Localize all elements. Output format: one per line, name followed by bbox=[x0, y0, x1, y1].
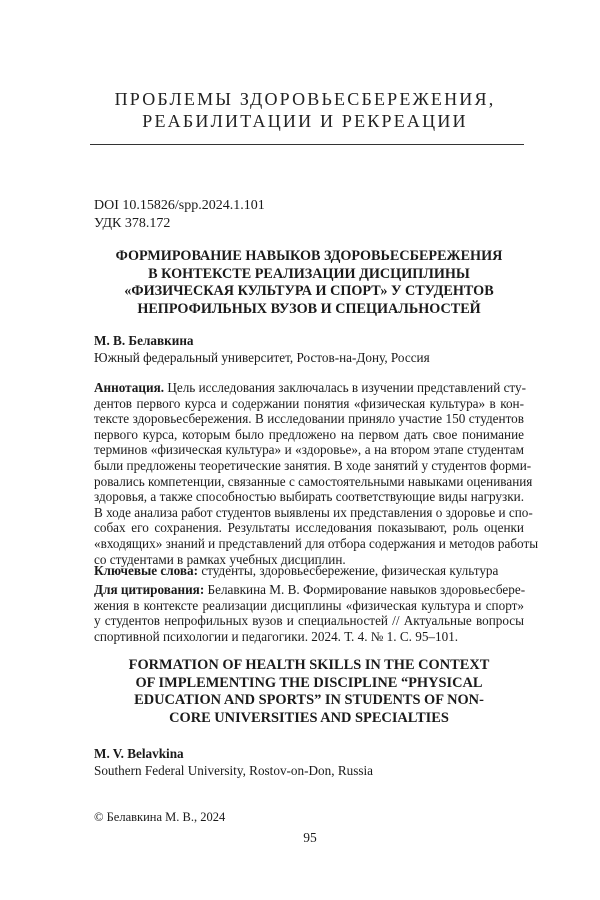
abstract bbox=[94, 380, 524, 567]
title-ru-line: В КОНТЕКСТЕ РЕАЛИЗАЦИИ ДИСЦИПЛИНЫ bbox=[94, 266, 524, 284]
journal-page bbox=[0, 0, 600, 900]
author-name-ru: М. В. Белавкина bbox=[94, 332, 194, 349]
abstract-line: со студентами в рамках учебных дисциплин. bbox=[94, 552, 524, 568]
citation-line: спортивной психологии и педагогики. 2024. Т. 4. № 1. С. 95–101. bbox=[94, 629, 524, 645]
title-ru-line: ФОРМИРОВАНИЕ НАВЫКОВ ЗДОРОВЬЕСБЕРЕЖЕНИЯ bbox=[94, 248, 524, 266]
author-affiliation-ru: Южный федеральный университет, Ростов-на-Дону, Россия bbox=[94, 349, 430, 366]
abstract-line bbox=[94, 380, 524, 396]
section-header bbox=[90, 88, 520, 132]
article-title-en bbox=[94, 657, 524, 727]
citation-line: жения в контексте реализации дисциплины «физическая культура и спорт» bbox=[94, 598, 524, 614]
title-en-line: FORMATION OF HEALTH SKILLS IN THE CONTEXT bbox=[94, 657, 524, 675]
copyright: © Белавкина М. В., 2024 bbox=[94, 809, 225, 825]
abstract-line: тексте здоровьесбережения. В исследовании приняло участие 150 студентов bbox=[94, 411, 524, 427]
title-ru-line: НЕПРОФИЛЬНЫХ ВУЗОВ И СПЕЦИАЛЬНОСТЕЙ bbox=[94, 301, 524, 319]
title-en-line: EDUCATION AND SPORTS” IN STUDENTS OF NON- bbox=[94, 692, 524, 710]
abstract-line: здоровья, а также способностью выбирать соответствующие виды нагрузки. bbox=[94, 489, 524, 505]
author-affiliation-en: Southern Federal University, Rostov-on-Don, Russia bbox=[94, 762, 373, 779]
abstract-line: дентов первого курса и содержании понятия «физическая культура» в кон- bbox=[94, 396, 524, 412]
section-header-line-2: РЕАБИЛИТАЦИИ И РЕКРЕАЦИИ bbox=[90, 110, 520, 132]
page-number: 95 bbox=[290, 830, 330, 846]
title-ru-line: «ФИЗИЧЕСКАЯ КУЛЬТУРА И СПОРТ» У СТУДЕНТОВ bbox=[94, 283, 524, 301]
abstract-line: были предложены теоретические занятия. В ходе занятий у студентов форми- bbox=[94, 458, 524, 474]
keywords-text: студенты, здоровьесбережение, физическая культура bbox=[198, 563, 498, 578]
abstract-line: «входящих» знаний и представлений для отбора содержания и методов работы bbox=[94, 536, 524, 552]
udk: УДК 378.172 bbox=[94, 215, 170, 233]
abstract-line: ровались компетенции, связанные с самостоятельными навыками оценивания bbox=[94, 474, 524, 490]
citation bbox=[94, 582, 524, 644]
abstract-line: собах его сохранения. Результаты исследования показывают, роль оценки bbox=[94, 520, 524, 536]
citation-line: у студентов непрофильных вузов и специальностей // Актуальные вопросы bbox=[94, 613, 524, 629]
abstract-label: Аннотация. bbox=[94, 380, 164, 395]
citation-text: Белавкина М. В. Формирование навыков здоровьесбере- bbox=[204, 582, 525, 597]
keywords-label: Ключевые слова: bbox=[94, 563, 198, 578]
keywords bbox=[94, 563, 498, 579]
article-title-ru bbox=[94, 248, 524, 318]
citation-label: Для цитирования: bbox=[94, 582, 204, 597]
author-name-en: M. V. Belavkina bbox=[94, 745, 184, 762]
header-divider bbox=[90, 144, 524, 145]
abstract-line: терминов «физическая культура» и «здоровье», а на втором этапе студентам bbox=[94, 442, 524, 458]
title-en-line: CORE UNIVERSITIES AND SPECIALTIES bbox=[94, 710, 524, 728]
citation-line bbox=[94, 582, 524, 598]
section-header-line-1: ПРОБЛЕМЫ ЗДОРОВЬЕСБЕРЕЖЕНИЯ, bbox=[90, 88, 520, 110]
doi: DOI 10.15826/spp.2024.1.101 bbox=[94, 197, 265, 215]
title-en-line: OF IMPLEMENTING THE DISCIPLINE “PHYSICAL bbox=[94, 675, 524, 693]
abstract-text: Цель исследования заключалась в изучении представлений сту- bbox=[164, 380, 526, 395]
abstract-line: первого курса, которым было предложено на первом дать свое понимание bbox=[94, 427, 524, 443]
abstract-line: В ходе анализа работ студентов выявлены их представления о здоровье и спо- bbox=[94, 505, 524, 521]
